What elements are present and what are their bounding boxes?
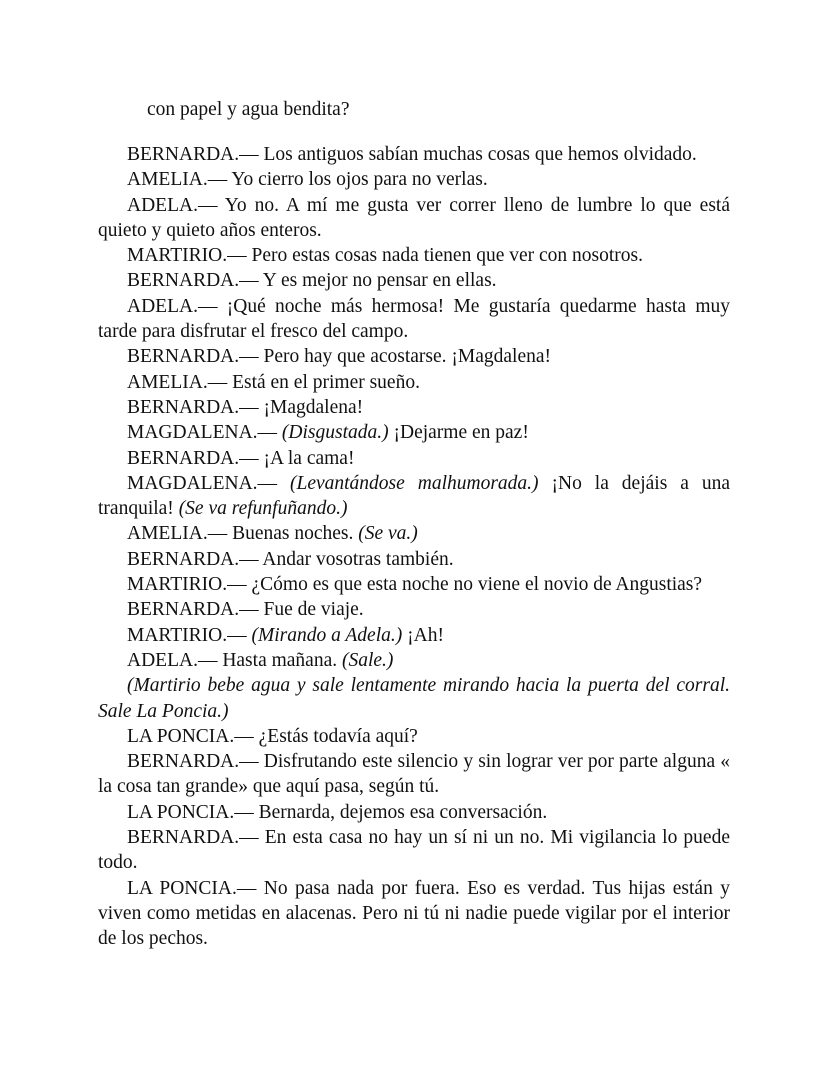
text-segment: AMELIA.— Buenas noches.: [127, 523, 359, 545]
text-line: [98, 167, 730, 192]
text-line: [98, 648, 730, 673]
dialogue-paragraph: [98, 294, 730, 345]
text-segment: BERNARDA.— Pero hay que acostarse. ¡Magdalena!: [127, 346, 552, 368]
text-segment: AMELIA.— Yo cierro los ojos para no verlas.: [127, 169, 488, 191]
text-segment: BERNARDA.— ¡Magdalena!: [127, 396, 364, 418]
text-line: [98, 496, 730, 521]
text-line: [98, 825, 730, 850]
document-page: [98, 97, 730, 951]
dialogue-paragraph: [98, 572, 730, 597]
text-segment: ADELA.— Yo no. A mí me gusta ver correr lleno de lumbre lo que está: [127, 194, 730, 216]
text-line: [98, 521, 730, 546]
dialogue-paragraph: [98, 395, 730, 420]
text-line: [98, 193, 730, 218]
text-line: [98, 395, 730, 420]
text-line: [98, 850, 730, 875]
dialogue-paragraph: [98, 597, 730, 622]
text-line: [98, 926, 730, 951]
text-segment: BERNARDA.— En esta casa no hay un sí ni un no. Mi vigilancia lo puede: [127, 827, 730, 848]
text-segment: ADELA.— Hasta mañana.: [127, 649, 342, 671]
text-segment: BERNARDA.— Y es mejor no pensar en ellas.: [127, 270, 497, 292]
text-line: [98, 724, 730, 749]
text-line: [98, 446, 730, 471]
text-line: [98, 774, 730, 799]
text-segment: MARTIRIO.— ¿Cómo es que esta noche no viene el novio de Angustias?: [127, 574, 703, 596]
stage-direction: (Levantándose malhumorada.): [289, 472, 539, 494]
dialogue-paragraph: [98, 420, 730, 445]
dialogue-paragraph: [98, 370, 730, 395]
text-segment: BERNARDA.— Fue de viaje.: [127, 599, 364, 621]
text-segment: la cosa tan grande» que aquí pasa, según tú.: [98, 776, 440, 798]
text-segment: con papel y agua bendita?: [147, 99, 350, 120]
text-segment: BERNARDA.— Andar vosotras también.: [127, 548, 454, 570]
text-line: [98, 471, 730, 496]
stage-direction: (Disgustada.): [281, 422, 389, 444]
text-segment: tarde para disfrutar el fresco del campo.: [98, 321, 409, 343]
continuation-paragraph: [98, 97, 730, 122]
text-line: [98, 699, 730, 724]
text-line: [98, 901, 730, 926]
dialogue-paragraph: [98, 142, 730, 167]
text-segment: BERNARDA.— Los antiguos sabían muchas cosas que hemos olvidado.: [127, 143, 697, 165]
stage-direction: (Mirando a Adela.): [251, 624, 403, 646]
text-line: [98, 876, 730, 901]
text-segment: quieto y quieto años enteros.: [98, 219, 322, 241]
text-line: [98, 97, 730, 122]
dialogue-paragraph: [98, 876, 730, 952]
dialogue-paragraph: [98, 749, 730, 800]
dialogue-paragraph: [98, 193, 730, 244]
dialogue-paragraph: [98, 800, 730, 825]
dialogue-paragraph: [98, 623, 730, 648]
text-segment: ¡No la dejáis a una: [538, 472, 730, 494]
dialogue-paragraph: [98, 344, 730, 369]
text-segment: viven como metidas en alacenas. Pero ni tú ni nadie puede vigilar por el interior: [98, 902, 730, 924]
text-line: [98, 142, 730, 167]
text-line: [98, 294, 730, 319]
text-line: [98, 597, 730, 622]
text-segment: LA PONCIA.— Bernarda, dejemos esa conversación.: [127, 801, 548, 823]
text-line: [98, 547, 730, 572]
text-segment: BERNARDA.— Disfrutando este silencio y sin lograr ver por parte alguna «: [127, 751, 730, 773]
text-line: [98, 319, 730, 344]
stage-direction: (Se va.): [358, 523, 418, 545]
dialogue-paragraph: [98, 471, 730, 522]
text-segment: ADELA.— ¡Qué noche más hermosa! Me gustaría quedarme hasta muy: [127, 295, 730, 317]
text-line: [98, 218, 730, 243]
text-line: [98, 344, 730, 369]
text-segment: LA PONCIA.— ¿Estás todavía aquí?: [127, 725, 418, 747]
stage-direction: (Martirio bebe agua y sale lentamente mirando hacia la puerta del corral.: [127, 675, 730, 697]
text-segment: LA PONCIA.— No pasa nada por fuera. Eso es verdad. Tus hijas están y: [127, 877, 730, 899]
text-line: [98, 243, 730, 268]
dialogue-paragraph: [98, 268, 730, 293]
text-segment: MAGDALENA.—: [127, 472, 290, 494]
stage-direction: Sale La Poncia.): [98, 700, 229, 722]
text-line: [98, 800, 730, 825]
text-segment: MARTIRIO.— Pero estas cosas nada tienen que ver con nosotros.: [127, 245, 644, 267]
text-segment: ¡Dejarme en paz!: [388, 422, 529, 444]
text-segment: tranquila!: [98, 498, 179, 520]
text-segment: AMELIA.— Está en el primer sueño.: [127, 371, 420, 393]
text-segment: MARTIRIO.—: [127, 624, 252, 646]
text-line: [98, 673, 730, 698]
dialogue-paragraph: [98, 673, 730, 724]
text-line: [98, 370, 730, 395]
text-segment: BERNARDA.— ¡A la cama!: [127, 447, 355, 469]
dialogue-paragraph: [98, 547, 730, 572]
text-line: [98, 420, 730, 445]
text-segment: de los pechos.: [98, 928, 208, 950]
dialogue-paragraph: [98, 167, 730, 192]
dialogue-paragraph: [98, 243, 730, 268]
text-segment: MAGDALENA.—: [127, 422, 282, 444]
stage-direction: (Sale.): [341, 649, 394, 671]
text-line: [98, 623, 730, 648]
dialogue-paragraph: [98, 724, 730, 749]
text-line: [98, 572, 730, 597]
dialogue-paragraph: [98, 446, 730, 471]
dialogue-paragraph: [98, 648, 730, 673]
dialogue-paragraph: [98, 825, 730, 876]
dialogue-paragraph: [98, 521, 730, 546]
text-segment: todo.: [98, 852, 138, 874]
text-line: [98, 268, 730, 293]
text-segment: ¡Ah!: [402, 624, 444, 646]
text-line: [98, 749, 730, 774]
stage-direction: (Se va refunfuñando.): [178, 498, 348, 520]
